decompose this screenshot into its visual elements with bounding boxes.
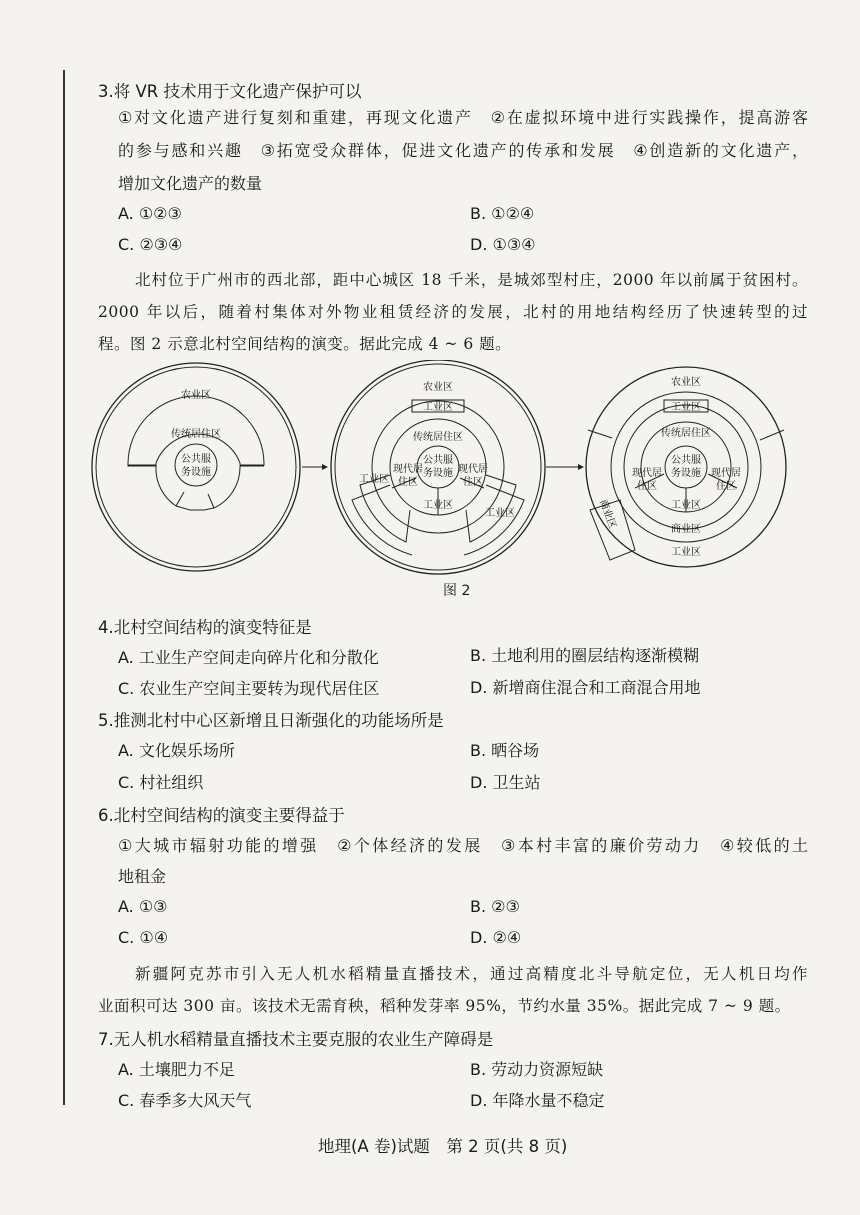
d2-label-pub1: 公共服 xyxy=(423,455,453,466)
d3-label-pub1: 公共服 xyxy=(671,455,701,466)
d2-label-mod-l2: 住区 xyxy=(398,477,418,488)
q3-options-line1: ①对文化遗产进行复刻和重建，再现文化遗产 ②在虚拟环境中进行实践操作，提高游客 xyxy=(118,108,808,127)
d2-label-ind-right: 工业区 xyxy=(485,508,515,519)
d2-label-ind-left: 工业区 xyxy=(359,474,389,485)
d3-label-mod-l1: 现代居 xyxy=(632,468,662,479)
q6-choice-a[interactable]: A. ①③ xyxy=(118,897,168,916)
passage1-line1: 北村位于广州市的西北部，距中心城区 18 千米，是城郊型村庄，2000 年以前属于贫困村。 xyxy=(135,271,808,289)
diagram-stage-3 xyxy=(586,367,786,567)
passage1-line2: 2000 年以后，随着村集体对外物业租赁经济的发展，北村的用地结构经历了快速转型的过 xyxy=(98,303,808,321)
d1-center-circle xyxy=(175,444,217,486)
binding-margin-line xyxy=(63,70,65,1105)
arrow-1-head xyxy=(322,464,328,470)
q6-options-line2: 地租金 xyxy=(118,867,167,886)
d3-label-comm-side: 商业区 xyxy=(597,498,618,531)
page-footer: 地理(A 卷)试题 第 2 页(共 8 页) xyxy=(318,1137,568,1156)
q7-stem: 7.无人机水稻精量直播技术主要克服的农业生产障碍是 xyxy=(98,1030,494,1049)
d3-label-trad: 传统居住区 xyxy=(661,428,711,439)
diagram-stage-2 xyxy=(331,360,545,574)
d2-label-pub2: 务设施 xyxy=(423,468,453,479)
q4-stem: 4.北村空间结构的演变特征是 xyxy=(98,618,312,637)
q6-choice-c[interactable]: C. ①④ xyxy=(118,928,169,947)
q6-choice-b[interactable]: B. ②③ xyxy=(470,897,520,916)
q4-choice-b[interactable]: B. 土地利用的圈层结构逐渐模糊 xyxy=(470,646,700,665)
q3-choice-d[interactable]: D. ①③④ xyxy=(470,235,536,254)
d2-label-ind-top: 工业区 xyxy=(423,402,453,413)
q3-choice-c[interactable]: C. ②③④ xyxy=(118,235,183,254)
d3-label-comm: 商业区 xyxy=(671,524,701,535)
d3-label-ind-outer: 工业区 xyxy=(671,547,701,558)
d2-label-trad: 传统居住区 xyxy=(413,432,463,443)
d3-label-agri: 农业区 xyxy=(671,377,701,388)
q3-choice-b[interactable]: B. ①②④ xyxy=(470,204,535,223)
q7-choice-c[interactable]: C. 春季多大风天气 xyxy=(118,1091,252,1110)
d1-label-trad: 传统居住区 xyxy=(171,429,221,440)
q5-stem: 5.推测北村中心区新增且日渐强化的功能场所是 xyxy=(98,711,444,730)
d3-label-mod-r2: 住区 xyxy=(716,481,736,492)
q5-choice-a[interactable]: A. 文化娱乐场所 xyxy=(118,741,235,760)
q5-choice-c[interactable]: C. 村社组织 xyxy=(118,773,204,792)
d3-label-ind-inner: 工业区 xyxy=(671,500,701,511)
q4-choice-d[interactable]: D. 新增商住混合和工商混合用地 xyxy=(470,678,701,697)
d3-outer-circle xyxy=(586,367,786,567)
passage2-line1: 新疆阿克苏市引入无人机水稻精量直播技术，通过高精度北斗导航定位，无人机日均作 xyxy=(135,965,808,983)
q3-stem: 3.将 VR 技术用于文化遗产保护可以 xyxy=(98,82,362,101)
d3-label-pub2: 务设施 xyxy=(671,468,701,479)
q5-choice-d[interactable]: D. 卫生站 xyxy=(470,773,541,792)
q3-options-line2: 的参与感和兴趣 ③拓宽受众群体，促进文化遗产的传承和发展 ④创造新的文化遗产， xyxy=(118,141,808,160)
d3-label-mod-l2: 住区 xyxy=(637,481,657,492)
d2-label-ind-bottom: 工业区 xyxy=(423,500,453,511)
figure-caption: 图 2 xyxy=(443,583,471,599)
passage1-line3: 程。图 2 示意北村空间结构的演变。据此完成 4 ~ 6 题。 xyxy=(98,335,512,353)
d1-label-pub2: 务设施 xyxy=(181,467,211,478)
q3-options-line3: 增加文化遗产的数量 xyxy=(118,174,263,193)
d2-label-mod-r1: 现代居 xyxy=(458,464,488,475)
q6-stem: 6.北村空间结构的演变主要得益于 xyxy=(98,806,345,825)
d1-label-agri: 农业区 xyxy=(181,390,211,401)
q7-choice-d[interactable]: D. 年降水量不稳定 xyxy=(470,1091,605,1110)
figure-2-diagram xyxy=(90,360,810,575)
q6-choice-d[interactable]: D. ②④ xyxy=(470,928,522,947)
q3-choice-a[interactable]: A. ①②③ xyxy=(118,204,182,223)
q4-choice-a[interactable]: A. 工业生产空间走向碎片化和分散化 xyxy=(118,648,379,667)
q7-choice-a[interactable]: A. 土壤肥力不足 xyxy=(118,1060,235,1079)
q7-choice-b[interactable]: B. 劳动力资源短缺 xyxy=(470,1060,604,1079)
d2-label-mod-l1: 现代居 xyxy=(393,464,423,475)
passage2-line2: 业面积可达 300 亩。该技术无需育秧，稻种发芽率 95%，节约水量 35%。据此完成 7 ~ 9 题。 xyxy=(98,997,791,1015)
d1-label-pub1: 公共服 xyxy=(181,454,211,465)
d3-label-mod-r1: 现代居 xyxy=(711,468,741,479)
d3-label-ind-top: 工业区 xyxy=(671,402,701,413)
q4-choice-c[interactable]: C. 农业生产空间主要转为现代居住区 xyxy=(118,679,380,698)
d2-label-agri: 农业区 xyxy=(423,382,453,393)
q5-choice-b[interactable]: B. 晒谷场 xyxy=(470,741,540,760)
arrow-2-head xyxy=(578,464,584,470)
diagram-stage-1 xyxy=(92,363,300,571)
d2-label-mod-r2: 住区 xyxy=(463,477,483,488)
q6-options-line1: ①大城市辐射功能的增强 ②个体经济的发展 ③本村丰富的廉价劳动力 ④较低的土 xyxy=(118,836,808,855)
